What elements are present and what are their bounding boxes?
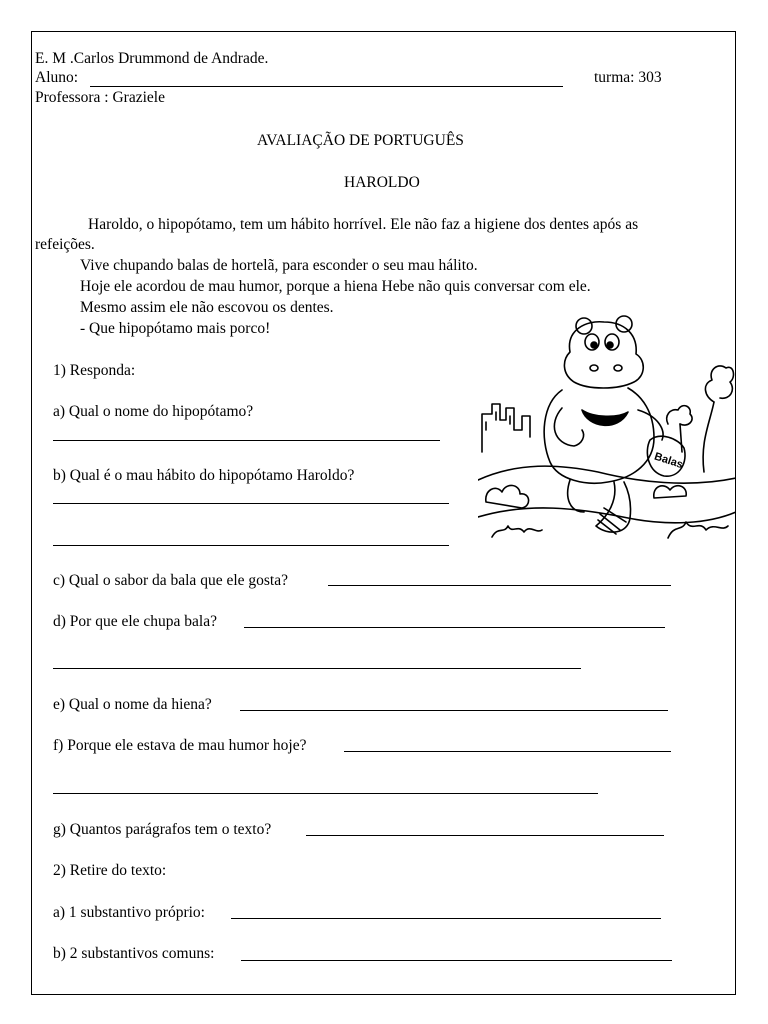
story-line: Vive chupando balas de hortelã, para esconder o seu mau hálito.	[80, 257, 478, 274]
answer-line[interactable]	[53, 440, 440, 441]
page-title: AVALIAÇÃO DE PORTUGUÊS	[257, 132, 464, 149]
story-line: Mesmo assim ele não escovou os dentes.	[80, 299, 334, 316]
story-line: - Que hipopótamo mais porco!	[80, 320, 271, 337]
answer-line[interactable]	[53, 668, 581, 669]
question-2a: a) 1 substantivo próprio:	[53, 904, 205, 921]
school-name: E. M .Carlos Drummond de Andrade.	[35, 50, 269, 67]
answer-line[interactable]	[328, 585, 671, 586]
answer-line[interactable]	[53, 545, 449, 546]
question-2b: b) 2 substantivos comuns:	[53, 945, 215, 962]
answer-line[interactable]	[53, 793, 598, 794]
answer-line[interactable]	[231, 918, 661, 919]
question-b: b) Qual é o mau hábito do hipopótamo Haroldo?	[53, 467, 355, 484]
answer-line[interactable]	[240, 710, 668, 711]
story-line: Haroldo, o hipopótamo, tem um hábito horrível. Ele não faz a higiene dos dentes após as	[88, 216, 639, 233]
story-line: refeições.	[35, 236, 95, 253]
student-label: Aluno:	[35, 69, 79, 86]
hippo-illustration-icon	[478, 312, 736, 548]
section1-heading: 1) Responda:	[53, 362, 136, 379]
story-title: HAROLDO	[344, 174, 420, 191]
question-e: e) Qual o nome da hiena?	[53, 696, 212, 713]
question-g: g) Quantos parágrafos tem o texto?	[53, 821, 272, 838]
question-f: f) Porque ele estava de mau humor hoje?	[53, 737, 307, 754]
class-label: turma: 303	[594, 69, 662, 86]
answer-line[interactable]	[53, 503, 449, 504]
story-line: Hoje ele acordou de mau humor, porque a hiena Hebe não quis conversar com ele.	[80, 278, 591, 295]
question-a: a) Qual o nome do hipopótamo?	[53, 403, 254, 420]
answer-line[interactable]	[344, 751, 671, 752]
answer-line[interactable]	[306, 835, 664, 836]
student-name-line[interactable]	[90, 86, 563, 87]
teacher-label: Professora : Graziele	[35, 89, 165, 106]
question-d: d) Por que ele chupa bala?	[53, 613, 217, 630]
section2-heading: 2) Retire do texto:	[53, 862, 167, 879]
answer-line[interactable]	[241, 960, 672, 961]
candy-bag-label: Balas	[652, 450, 685, 472]
answer-line[interactable]	[244, 627, 665, 628]
question-c: c) Qual o sabor da bala que ele gosta?	[53, 572, 288, 589]
